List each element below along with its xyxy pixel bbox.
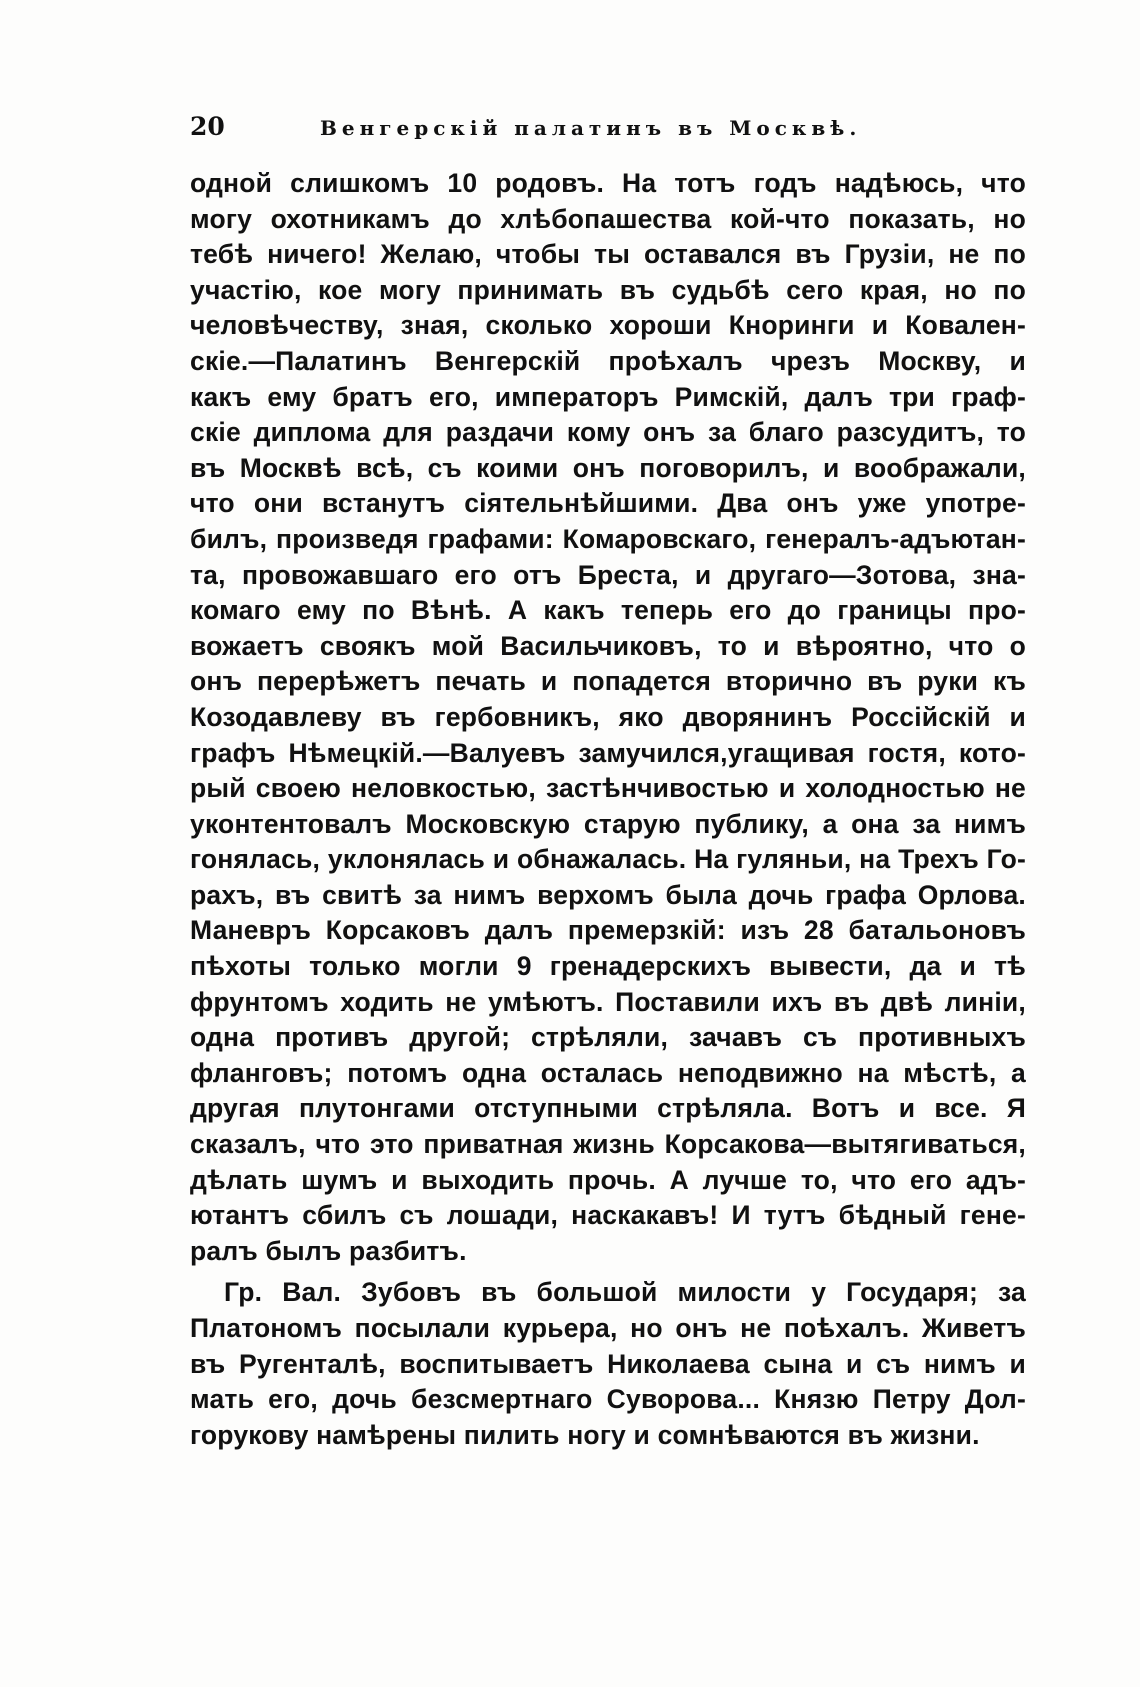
page-header (190, 112, 1026, 152)
text-line: въ Москвѣ всѣ, съ коими онъ поговорилъ, и воображали, (190, 452, 1026, 483)
text-line: гонялась, уклонялась и обнажалась. На гуляньи, на Трехъ Го- (190, 844, 1026, 875)
text-line: графъ Нѣмецкій.—Валуевъ замучился,угащивая гостя, кото- (190, 737, 1026, 768)
text-line: скіе диплома для раздачи кому онъ за благо разсудитъ, то (190, 417, 1026, 448)
text-line: могу охотникамъ до хлѣбопашества кой-что показать, но (190, 203, 1026, 234)
text-line: сказалъ, что это приватная жизнь Корсакова—вытягиваться, (190, 1129, 1026, 1160)
text-line: уконтентовалъ Московскую старую публику, а она за нимъ (190, 808, 1026, 839)
text-line: билъ, произведя графами: Комаровскаго, генералъ-адъютан- (190, 523, 1026, 554)
book-page (190, 112, 1026, 1453)
text-line: человѣчеству, зная, сколько хороши Кноринги и Ковален- (190, 310, 1026, 341)
text-line: та, провожавшаго его отъ Бреста, и другаго—Зотова, зна- (190, 559, 1026, 590)
text-line: вожаетъ своякъ мой Васильчиковъ, то и вѣроятно, что о (190, 630, 1026, 661)
text-line: что они встанутъ сіятельнѣйшими. Два онъ уже употре- (190, 488, 1026, 519)
text-line: онъ перерѣжетъ печать и попадется вторично въ руки къ (190, 666, 1026, 697)
text-line: горукову намѣрены пилить ногу и сомнѣваются въ жизни. (190, 1419, 980, 1450)
text-line: Платономъ посылали курьера, но онъ не поѣхалъ. Живетъ (190, 1313, 1026, 1343)
text-line: мать его, дочь безсмертнаго Суворова... Князю Петру Дол- (190, 1384, 1026, 1415)
text-line: дѣлать шумъ и выходить прочь. А лучше то, что его адъ- (190, 1164, 1026, 1195)
text-line: рахъ, въ свитѣ за нимъ верхомъ была дочь графа Орлова. (190, 879, 1026, 910)
body-text (190, 166, 1026, 1453)
text-line: скіе.—Палатинъ Венгерскій проѣхалъ чрезъ Москву, и (190, 345, 1026, 376)
text-line: участію, кое могу принимать въ судьбѣ сего края, но по (190, 274, 1026, 305)
text-line: фланговъ; потомъ одна осталась неподвижно на мѣстѣ, а (190, 1057, 1026, 1088)
text-line: Маневръ Корсаковъ далъ премерзкій: изъ 28 батальоновъ (190, 915, 1026, 946)
text-line: пѣхоты только могли 9 гренадерскихъ вывести, да и тѣ (190, 951, 1026, 982)
text-line: ютантъ сбилъ съ лошади, наскакавъ! И тутъ бѣдный гене- (190, 1200, 1026, 1231)
text-line: другая плутонгами отступными стрѣляла. Вотъ и все. Я (190, 1093, 1026, 1124)
text-line: одна противъ другой; стрѣляли, зачавъ съ противныхъ (190, 1022, 1026, 1053)
text-line: ралъ былъ разбитъ. (190, 1235, 467, 1266)
text-line: какъ ему братъ его, императоръ Римскій, далъ три граф- (190, 381, 1026, 412)
running-title: Венгерскій палатинъ въ Москвѣ. (320, 116, 862, 140)
page-number: 20 (190, 112, 225, 141)
text-line: одной слишкомъ 10 родовъ. На тотъ годъ надѣюсь, что (190, 168, 1026, 198)
text-line: Козодавлеву въ гербовникъ, яко дворянинъ Россійскій и (190, 701, 1026, 732)
text-line: фрунтомъ ходить не умѣютъ. Поставили ихъ въ двѣ линіи, (190, 986, 1026, 1017)
text-line: въ Ругенталѣ, воспитываетъ Николаева сына и съ нимъ и (190, 1348, 1026, 1379)
text-line: рый своею неловкостью, застѣнчивостью и холодностью не (190, 773, 1026, 804)
paragraph-1 (190, 166, 1026, 1269)
text-line: Гр. Вал. Зубовъ въ большой милости у Государя; за (224, 1277, 1026, 1308)
paragraph-2 (190, 1275, 1026, 1453)
text-line: комаго ему по Вѣнѣ. А какъ теперь его до границы про- (190, 595, 1026, 626)
text-line: тебѣ ничего! Желаю, чтобы ты оставался въ Грузіи, не по (190, 239, 1026, 270)
